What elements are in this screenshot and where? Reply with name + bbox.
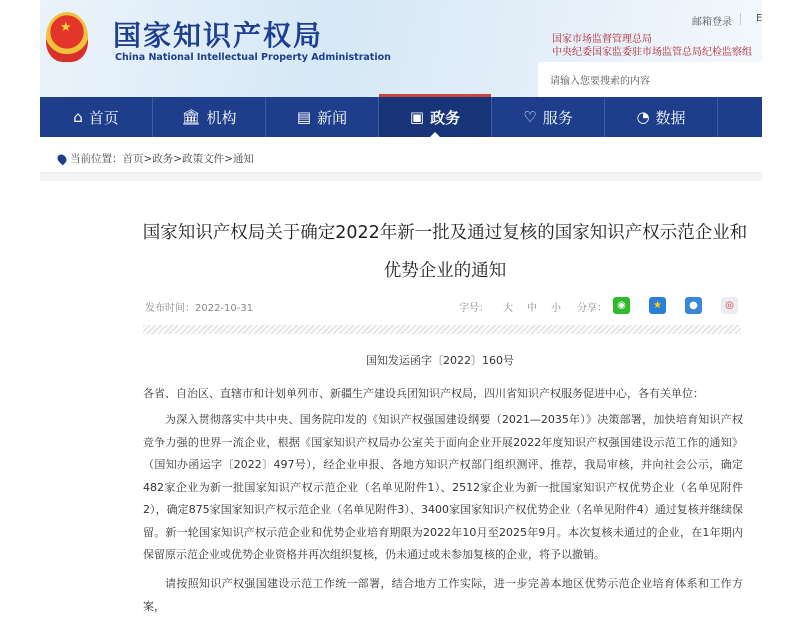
home-icon: ⌂ — [73, 108, 83, 126]
nav-label: 新闻 — [317, 108, 348, 127]
nav-news[interactable] — [266, 97, 379, 137]
weibo-icon[interactable]: ◎ — [721, 297, 738, 314]
nav-label: 首页 — [88, 108, 119, 127]
nav-organization[interactable] — [153, 97, 266, 137]
site-header — [40, 0, 762, 97]
wechat-icon[interactable]: ◉ — [613, 297, 630, 314]
samr-link[interactable]: 国家市场监督管理总局 — [552, 34, 652, 45]
discipline-link[interactable]: 中央纪委国家监委驻市场监管总局纪检监察组 — [552, 47, 752, 58]
divider — [40, 173, 762, 181]
divider — [740, 13, 741, 25]
nav-label: 机构 — [206, 108, 237, 127]
paragraph: 为深入贯彻落实中共中央、国务院印发的《知识产权强国建设纲要（2021—2035年）》决策部署，加快培育知识产权竞争力强的世界一流企业，根据《国家知识产权局办公室关于面向企业开展2022年度知识产权强国建设示范工作的通知》（国知办函运字〔2022〕497号），经企业申报、各地方知识产权部门组织测评、推荐，我局审核，并向社会公示，确定482家企业为新一批国家知识产权示范企业（名单见附件1）、2512家企业为新一批国家知识产权优势企业（名单见附件2），确定875家国家知识产权示范企业（名单见附件3）、3400家国家知识产权优势企业（名单见附件4）通过复核并继续保留。新一轮国家知识产权示范企业和优势企业培育期限为2022年10月至2025年9月。本次复核未通过的企业，在1年期内保留原示范企业或优势企业资格并再次组织复核，仍未通过或未参加复核的企业，将予以撤销。 — [143, 413, 743, 561]
nav-government-affairs[interactable] — [379, 97, 492, 137]
nav-label: 服务 — [542, 108, 573, 127]
breadcrumb-text[interactable]: 当前位置：首页>政务>政策文件>通知 — [70, 153, 254, 165]
mail-login-link[interactable]: 邮箱登录 — [692, 17, 732, 28]
nav-services[interactable] — [492, 97, 605, 137]
main-nav — [40, 97, 762, 137]
article-title: 国家知识产权局关于确定2022年新一批及通过复核的国家知识产权示范企业和优势企业的通知 — [142, 223, 748, 281]
breadcrumb — [40, 145, 762, 173]
location-pin-icon — [56, 152, 69, 165]
font-small-button[interactable]: 小 — [551, 303, 561, 314]
font-size-controls — [459, 299, 561, 314]
search-input[interactable]: 请输入您要搜索的内容 — [538, 62, 762, 97]
language-link[interactable]: E — [756, 13, 762, 24]
font-large-button[interactable]: 大 — [503, 303, 513, 314]
paragraph: 请按照知识产权强国建设示范工作统一部署，结合地方工作实际，进一步完善本地区优势示范企业培育体系和工作方案， — [143, 577, 743, 613]
nav-label: 数据 — [655, 108, 686, 127]
font-medium-button[interactable]: 中 — [527, 303, 537, 314]
document-number: 国知发运函字〔2022〕160号 — [366, 354, 514, 367]
document-icon: ▣ — [409, 108, 425, 126]
building-icon: 🏛 — [181, 108, 201, 126]
pie-chart-icon: ◔ — [636, 108, 650, 126]
heart-icon: ♡ — [523, 108, 537, 126]
nav-label: 政务 — [430, 108, 461, 127]
nav-data[interactable] — [605, 97, 718, 137]
qq-icon[interactable]: ● — [685, 297, 702, 314]
publish-date: 发布时间：2022-10-31 — [145, 303, 254, 314]
qzone-icon[interactable]: ★ — [649, 297, 666, 314]
nav-home[interactable] — [40, 97, 153, 137]
news-icon: ▤ — [296, 108, 312, 126]
font-size-label: 字号： — [459, 303, 489, 314]
divider — [143, 325, 741, 334]
share-label: 分享： — [577, 303, 607, 314]
addressee: 各省、自治区、直辖市和计划单列市、新疆生产建设兵团知识产权局，四川省知识产权服务促进中心，各有关单位： — [143, 387, 704, 400]
logo-title[interactable]: 国家知识产权局 — [113, 19, 324, 52]
national-emblem-icon: ★ — [46, 12, 88, 62]
logo-subtitle: China National Intellectual Property Administration — [115, 52, 391, 63]
